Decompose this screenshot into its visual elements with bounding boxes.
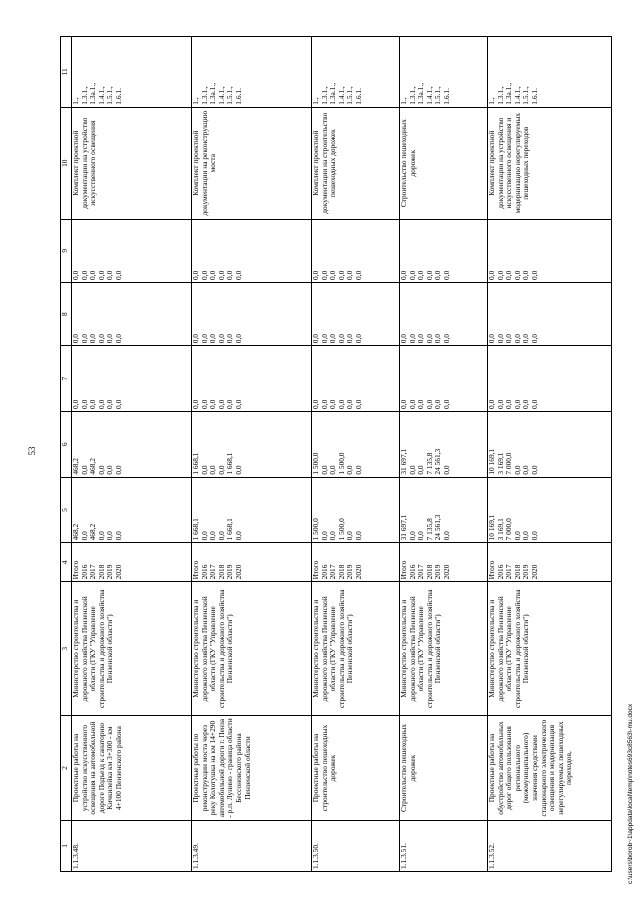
year-value: 2017: [88, 564, 98, 580]
federal-budget-value: 0,0: [441, 399, 451, 409]
federal-budget-value: 0,0: [225, 399, 235, 409]
federal-budget-value: 0,0: [399, 399, 408, 409]
total-amount-value: 0,0: [96, 531, 106, 541]
column-number-header: [61, 37, 72, 872]
year-value: 2017: [208, 564, 218, 580]
total-amount-value: 7 000,0: [504, 518, 514, 541]
indicator-ref-value: 1.3.1.,: [79, 86, 89, 105]
federal-budget: [400, 346, 488, 412]
local-budget-value: 0,0: [191, 333, 200, 344]
federal-budget-value: 0,0: [113, 399, 123, 409]
column-header: 9: [61, 219, 72, 282]
year-value: Итого: [487, 560, 496, 580]
total-amount-value: 0,0: [216, 531, 226, 541]
indicator-ref: [192, 37, 312, 108]
local-budget-value: 0,0: [399, 333, 408, 344]
total-amount-value: 0,0: [208, 531, 218, 541]
year-value: 2020: [233, 564, 243, 580]
other-sources-value: 0,0: [88, 270, 98, 280]
regional-budget-value: 0,0: [441, 465, 451, 475]
federal-budget-value: 0,0: [96, 399, 106, 409]
regional-budget-value: 0,0: [113, 465, 123, 475]
indicator-ref-value: 1.4.1.,: [424, 86, 434, 105]
total-amount-value: 1 668,1: [191, 518, 200, 541]
total-amount-value: 0,0: [199, 531, 209, 541]
total-amount-value: 0,0: [529, 531, 539, 541]
local-budget-value: 0,0: [407, 333, 417, 344]
local-budget: [400, 282, 488, 345]
other-sources-value: 0,0: [353, 270, 363, 280]
regional-budget-value: 0,0: [512, 465, 522, 475]
other-sources-value: 0,0: [105, 270, 115, 280]
regional-budget-value: 0,0: [416, 465, 426, 475]
federal-budget-value: 0,0: [208, 399, 218, 409]
indicator-ref-value: 1.3а.1.,: [504, 82, 514, 105]
column-header: 3: [61, 582, 72, 716]
total-amount-value: 0,0: [441, 531, 451, 541]
local-budget: [192, 282, 312, 345]
federal-budget-value: 0,0: [336, 399, 346, 409]
regional-budget-value: 0,0: [319, 465, 329, 475]
other-sources-value: 0,0: [199, 270, 209, 280]
federal-budget-value: 0,0: [416, 399, 426, 409]
total-amount-value: 468,2: [88, 523, 98, 541]
indicator-ref: [72, 37, 192, 108]
indicator-ref-value: 1.,: [71, 97, 80, 105]
local-budget-value: 0,0: [216, 333, 226, 344]
table-row: [192, 37, 312, 872]
federal-budget-value: 0,0: [88, 399, 98, 409]
other-sources-value: 0,0: [424, 270, 434, 280]
regional-budget-value: 1 668,1: [225, 452, 235, 475]
other-sources-value: 0,0: [504, 270, 514, 280]
column-header: 10: [61, 107, 72, 219]
regional-budget: [400, 411, 488, 477]
federal-budget-value: 0,0: [319, 399, 329, 409]
federal-budget: [72, 346, 192, 412]
indicator-ref-value: 1.5.1.,: [345, 86, 355, 105]
other-sources-value: 0,0: [495, 270, 505, 280]
total-amount: [400, 477, 488, 543]
table-row: [400, 37, 488, 872]
year-value: 2016: [79, 564, 89, 580]
other-sources-value: 0,0: [399, 270, 408, 280]
year-value: 2020: [529, 564, 539, 580]
local-budget-value: 0,0: [487, 333, 496, 344]
local-budget-value: 0,0: [433, 333, 443, 344]
year: [192, 543, 312, 582]
regional-budget-value: 31 697,1: [399, 448, 408, 475]
indicator-ref-value: 1.3а.1.,: [416, 82, 426, 105]
year-value: 2019: [105, 564, 115, 580]
indicator-ref-value: 1.6.1.: [353, 88, 363, 105]
year-value: 2020: [353, 564, 363, 580]
indicator-ref-value: 1.,: [191, 97, 200, 105]
year-value: 2017: [328, 564, 338, 580]
indicator-ref-value: 1.3а.1.,: [328, 82, 338, 105]
year-value: 2020: [113, 564, 123, 580]
local-budget-value: 0,0: [319, 333, 329, 344]
local-budget-value: 0,0: [512, 333, 522, 344]
regional-budget-value: 0,0: [105, 465, 115, 475]
indicator-ref-value: 1.3а.1.,: [208, 82, 218, 105]
column-header: 1: [61, 820, 72, 871]
total-amount: [72, 477, 192, 543]
measure-name: Проектные работы на устройство искусственного освещения на автомобильной дороге Подъезд к санаторию Кичкилейка км 3+300 - км 4+100 Пензенского района: [72, 716, 192, 821]
regional-budget-value: 0,0: [328, 465, 338, 475]
year: [72, 543, 192, 582]
local-budget-value: 0,0: [225, 333, 235, 344]
local-budget-value: 0,0: [88, 333, 98, 344]
column-header: 6: [61, 411, 72, 477]
year-value: 2016: [319, 564, 329, 580]
regional-budget-value: 0,0: [407, 465, 417, 475]
other-sources: [312, 219, 400, 282]
expected-result: Комплект проектной документации на устройство искусственного освещения и модернизацию нерегулируемых пешеходных переходов: [488, 107, 612, 219]
row-code: 1.1.3.50.: [312, 820, 400, 871]
local-budget-value: 0,0: [233, 333, 243, 344]
local-budget-value: 0,0: [311, 333, 320, 344]
year: [312, 543, 400, 582]
row-code: 1.1.3.52.: [488, 820, 612, 871]
total-amount-value: 468,2: [71, 523, 80, 541]
regional-budget: [72, 411, 192, 477]
local-budget-value: 0,0: [96, 333, 106, 344]
total-amount-value: 0,0: [233, 531, 243, 541]
year-value: 2016: [199, 564, 209, 580]
regional-budget: [192, 411, 312, 477]
local-budget-value: 0,0: [504, 333, 514, 344]
rotated-page-content: [60, 32, 634, 884]
regional-budget-value: 0,0: [353, 465, 363, 475]
indicator-ref-value: 1.,: [487, 97, 496, 105]
other-sources-value: 0,0: [233, 270, 243, 280]
local-budget-value: 0,0: [336, 333, 346, 344]
indicator-ref-value: 1.,: [399, 97, 408, 105]
year-value: Итого: [71, 560, 80, 580]
total-amount: [488, 477, 612, 543]
federal-budget-value: 0,0: [71, 399, 80, 409]
executor: Министерство строительства и дорожного хозяйства Пензенской области (ГКУ "Управление строительства и дорожного хозяйства Пензенской области"): [488, 582, 612, 716]
indicator-ref-value: 1.3а.1.,: [88, 82, 98, 105]
federal-budget: [488, 346, 612, 412]
regional-budget-value: 1 500,0: [311, 452, 320, 475]
year-value: 2018: [512, 564, 522, 580]
federal-budget-value: 0,0: [199, 399, 209, 409]
local-budget: [72, 282, 192, 345]
total-amount-value: 0,0: [105, 531, 115, 541]
total-amount-value: 0,0: [113, 531, 123, 541]
executor: Министерство строительства и дорожного хозяйства Пензенской области (ГКУ "Управление строительства и дорожного хозяйства Пензенской области"): [400, 582, 488, 716]
regional-budget-value: 0,0: [96, 465, 106, 475]
other-sources-value: 0,0: [113, 270, 123, 280]
indicator-ref-value: 1.6.1.: [529, 88, 539, 105]
column-header: 2: [61, 716, 72, 821]
indicator-ref-value: 1.3.1.,: [495, 86, 505, 105]
total-amount-value: 3 169,1: [495, 518, 505, 541]
regional-budget-value: 0,0: [199, 465, 209, 475]
federal-budget-value: 0,0: [424, 399, 434, 409]
table-body: [72, 37, 612, 872]
total-amount-value: 0,0: [79, 531, 89, 541]
measure-name: Проектные работы на строительство пешеходных дорожек: [312, 716, 400, 821]
federal-budget-value: 0,0: [487, 399, 496, 409]
regional-budget-value: 3 169,1: [495, 452, 505, 475]
regional-budget: [312, 411, 400, 477]
federal-budget-value: 0,0: [512, 399, 522, 409]
regional-budget-value: 7 000,0: [504, 452, 514, 475]
regional-budget-value: 1 668,1: [191, 452, 200, 475]
executor: Министерство строительства и дорожного хозяйства Пензенской области (ГКУ "Управление строительства и дорожного хозяйства Пензенской области"): [72, 582, 192, 716]
total-amount-value: 0,0: [512, 531, 522, 541]
local-budget-value: 0,0: [495, 333, 505, 344]
other-sources-value: 0,0: [328, 270, 338, 280]
year-value: 2017: [416, 564, 426, 580]
federal-budget-value: 0,0: [521, 399, 531, 409]
indicator-ref-value: 1.3.1.,: [199, 86, 209, 105]
other-sources-value: 0,0: [319, 270, 329, 280]
expected-result: Комплект проектной документации на реконструкцию моста: [192, 107, 312, 219]
measure-name: Проектные работы по реконструкции моста через реку Колотушка на км 14+290 автомобильной дороги г. Пенза - р.п. Лунино - граница области Бессоновского района Пензенской области: [192, 716, 312, 821]
year-value: 2018: [96, 564, 106, 580]
total-amount-value: 31 697,1: [399, 514, 408, 541]
indicator-ref-value: 1.4.1.,: [512, 86, 522, 105]
regional-budget-value: 24 561,3: [433, 448, 443, 475]
indicator-ref-value: 1.5.1.,: [105, 86, 115, 105]
year-value: 2019: [345, 564, 355, 580]
indicator-ref-value: 1.5.1.,: [521, 86, 531, 105]
program-table: [60, 36, 612, 872]
indicator-ref: [312, 37, 400, 108]
year-value: 2016: [407, 564, 417, 580]
indicator-ref-value: 1.4.1.,: [96, 86, 106, 105]
regional-budget-value: 0,0: [216, 465, 226, 475]
other-sources-value: 0,0: [71, 270, 80, 280]
year: [488, 543, 612, 582]
total-amount-value: 0,0: [416, 531, 426, 541]
total-amount-value: 1 500,0: [311, 518, 320, 541]
federal-budget: [192, 346, 312, 412]
total-amount-value: 0,0: [319, 531, 329, 541]
other-sources-value: 0,0: [208, 270, 218, 280]
row-code: 1.1.3.51.: [400, 820, 488, 871]
other-sources-value: 0,0: [529, 270, 539, 280]
indicator-ref-value: 1.4.1.,: [336, 86, 346, 105]
measure-name: Проектные работы на обустройство автомобильных дорог общего пользования регионального (межмуниципального) значения средствами стационарного электрического освещения и модернизация нерегулируемых пешеходных переходов,: [488, 716, 612, 821]
federal-budget-value: 0,0: [345, 399, 355, 409]
total-amount-value: 7 135,8: [424, 518, 434, 541]
other-sources-value: 0,0: [416, 270, 426, 280]
local-budget-value: 0,0: [529, 333, 539, 344]
federal-budget-value: 0,0: [311, 399, 320, 409]
regional-budget-value: 7 135,8: [424, 452, 434, 475]
other-sources-value: 0,0: [521, 270, 531, 280]
year-value: 2016: [495, 564, 505, 580]
regional-budget-value: 0,0: [345, 465, 355, 475]
column-header: 8: [61, 282, 72, 345]
local-budget-value: 0,0: [416, 333, 426, 344]
indicator-ref-value: 1.3.1.,: [407, 86, 417, 105]
other-sources: [192, 219, 312, 282]
federal-budget-value: 0,0: [79, 399, 89, 409]
federal-budget-value: 0,0: [529, 399, 539, 409]
local-budget-value: 0,0: [71, 333, 80, 344]
total-amount-value: 0,0: [353, 531, 363, 541]
total-amount: [192, 477, 312, 543]
year-value: 2019: [433, 564, 443, 580]
federal-budget-value: 0,0: [105, 399, 115, 409]
year-value: Итого: [399, 560, 408, 580]
total-amount-value: 0,0: [345, 531, 355, 541]
other-sources-value: 0,0: [191, 270, 200, 280]
year-value: 2018: [424, 564, 434, 580]
indicator-ref-value: 1.4.1.,: [216, 86, 226, 105]
other-sources-value: 0,0: [225, 270, 235, 280]
total-amount-value: 1 668,1: [225, 518, 235, 541]
indicator-ref-value: 1.6.1.: [233, 88, 243, 105]
regional-budget-value: 0,0: [208, 465, 218, 475]
table-row: [312, 37, 400, 872]
federal-budget-value: 0,0: [191, 399, 200, 409]
row-code: 1.1.3.48.: [72, 820, 192, 871]
year-value: Итого: [191, 560, 200, 580]
federal-budget-value: 0,0: [433, 399, 443, 409]
other-sources-value: 0,0: [96, 270, 106, 280]
federal-budget-value: 0,0: [407, 399, 417, 409]
other-sources-value: 0,0: [487, 270, 496, 280]
federal-budget-value: 0,0: [216, 399, 226, 409]
year-value: 2018: [216, 564, 226, 580]
column-header: 7: [61, 346, 72, 412]
regional-budget-value: 0,0: [233, 465, 243, 475]
federal-budget-value: 0,0: [233, 399, 243, 409]
column-header: 11: [61, 37, 72, 108]
expected-result: Комплект проектной документации на устройство искусственного освещения: [72, 107, 192, 219]
local-budget-value: 0,0: [424, 333, 434, 344]
measure-name: Строительство пешеходных дорожек: [400, 716, 488, 821]
federal-budget: [312, 346, 400, 412]
indicator-ref-value: 1.5.1.,: [225, 86, 235, 105]
other-sources-value: 0,0: [433, 270, 443, 280]
column-header: 4: [61, 543, 72, 582]
year-value: 2018: [336, 564, 346, 580]
year-value: Итого: [311, 560, 320, 580]
indicator-ref: [400, 37, 488, 108]
expected-result: Строительство пешеходных дорожек: [400, 107, 488, 219]
year-value: 2020: [441, 564, 451, 580]
page-number: 53: [27, 446, 37, 456]
other-sources: [400, 219, 488, 282]
local-budget-value: 0,0: [113, 333, 123, 344]
executor: Министерство строительства и дорожного хозяйства Пензенской области (ГКУ "Управление строительства и дорожного хозяйства Пензенской области"): [192, 582, 312, 716]
column-header: 5: [61, 477, 72, 543]
indicator-ref-value: 1.6.1.: [113, 88, 123, 105]
local-budget: [488, 282, 612, 345]
regional-budget-value: 1 500,0: [336, 452, 346, 475]
total-amount-value: 0,0: [328, 531, 338, 541]
federal-budget-value: 0,0: [495, 399, 505, 409]
table-row: [72, 37, 192, 872]
table-row: [488, 37, 612, 872]
local-budget-value: 0,0: [79, 333, 89, 344]
local-budget-value: 0,0: [345, 333, 355, 344]
local-budget-value: 0,0: [521, 333, 531, 344]
expected-result: Комплект проектной документации на строительство пешеходных дорожек: [312, 107, 400, 219]
other-sources: [488, 219, 612, 282]
indicator-ref-value: 1.6.1.: [441, 88, 451, 105]
indicator-ref-value: 1.5.1.,: [433, 86, 443, 105]
other-sources-value: 0,0: [441, 270, 451, 280]
other-sources: [72, 219, 192, 282]
federal-budget-value: 0,0: [504, 399, 514, 409]
federal-budget-value: 0,0: [353, 399, 363, 409]
executor: Министерство строительства и дорожного хозяйства Пензенской области (ГКУ "Управление строительства и дорожного хозяйства Пензенской области"): [312, 582, 400, 716]
regional-budget-value: 468,2: [71, 458, 80, 475]
local-budget: [312, 282, 400, 345]
regional-budget-value: 0,0: [529, 465, 539, 475]
regional-budget-value: 10 169,1: [487, 448, 496, 475]
federal-budget-value: 0,0: [328, 399, 338, 409]
local-budget-value: 0,0: [328, 333, 338, 344]
total-amount: [312, 477, 400, 543]
regional-budget-value: 0,0: [79, 465, 89, 475]
local-budget-value: 0,0: [208, 333, 218, 344]
total-amount-value: 10 169,1: [487, 514, 496, 541]
year-value: 2019: [225, 564, 235, 580]
other-sources-value: 0,0: [79, 270, 89, 280]
indicator-ref-value: 1.3.1.,: [319, 86, 329, 105]
total-amount-value: 1 500,0: [336, 518, 346, 541]
total-amount-value: 0,0: [521, 531, 531, 541]
footer-file-path: c:\users\borob~1\appdata\local\temp\notes693c8563\-mu.docx: [627, 703, 634, 884]
indicator-ref: [488, 37, 612, 108]
regional-budget-value: 0,0: [521, 465, 531, 475]
indicator-ref-value: 1.,: [311, 97, 320, 105]
other-sources-value: 0,0: [336, 270, 346, 280]
year: [400, 543, 488, 582]
local-budget-value: 0,0: [353, 333, 363, 344]
other-sources-value: 0,0: [311, 270, 320, 280]
regional-budget: [488, 411, 612, 477]
local-budget-value: 0,0: [199, 333, 209, 344]
other-sources-value: 0,0: [216, 270, 226, 280]
other-sources-value: 0,0: [512, 270, 522, 280]
total-amount-value: 0,0: [407, 531, 417, 541]
year-value: 2017: [504, 564, 514, 580]
regional-budget-value: 468,2: [88, 458, 98, 475]
total-amount-value: 24 561,3: [433, 514, 443, 541]
other-sources-value: 0,0: [407, 270, 417, 280]
local-budget-value: 0,0: [105, 333, 115, 344]
year-value: 2019: [521, 564, 531, 580]
other-sources-value: 0,0: [345, 270, 355, 280]
row-code: 1.1.3.49.: [192, 820, 312, 871]
local-budget-value: 0,0: [441, 333, 451, 344]
